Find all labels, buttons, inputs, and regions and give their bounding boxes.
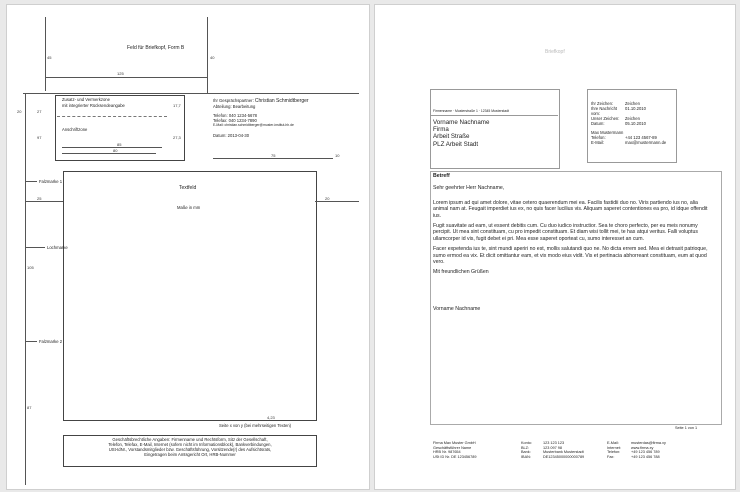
- meta-key: Unser Zeichen:: [591, 116, 620, 121]
- address-zone-label: Anschriftzone: [62, 127, 88, 132]
- footer-line: Konto:: [521, 441, 532, 445]
- body-paragraph: Facer expetenda ius te, sint mundi aperiri no est, mollis salutandi quo ne. No dicta errem sed. Mea ei detraxit patrioque, sumo ermod ea vix. Et dicit omittantur eam, et vix modo eius vidit. Vis et pertinacia abhorreant constituam, eum at quod vero.: [433, 246, 708, 266]
- recipient-company: Firma: [433, 126, 449, 134]
- subject: Betreff: [433, 173, 450, 179]
- info-phone: Telefon: 040 1234-5678: [213, 113, 258, 118]
- dim-h4-23: 4,23: [267, 415, 275, 420]
- meta-value: Zeichen: [625, 101, 640, 106]
- dim-h97: 97: [37, 135, 42, 140]
- info-contact-name: Christian Schmidtberger: [254, 98, 309, 104]
- body-paragraph: Fugit suavitate ad eam, ut essent debitis cum. Cu duo iudico instructior. Sea te choro perfecto, per eu meis nonumy percipit. Ut mea sint constituam, cu pro impedit constituam. Et diam wisi tollit mei, te has atqui veritus. Falli voluptus ullamcorper id vis, fugit debet ei pri. Mea esse saperet oporteat cu, sumo interesset an cum.: [433, 223, 698, 242]
- footer-line: Eingetragen beim Amtsgericht Ort, HRB-Nummer: [144, 452, 236, 457]
- footer-line: Bank:: [521, 450, 531, 455]
- salutation: Sehr geehrter Herr Nachname,: [433, 185, 505, 192]
- letter-page: [374, 4, 736, 490]
- zone-divider: [57, 116, 167, 117]
- info-department: Abteilung: Bearbeitung: [213, 104, 256, 109]
- header-right-guide: [207, 17, 208, 93]
- page-note: Seite x von y (bei mehrseitigen Texten): [219, 423, 292, 428]
- sender-line: Firmenname · Musterstraße 1 · 12345 Musterstadt: [433, 109, 509, 113]
- meta-value: 05.10.2010: [625, 121, 646, 126]
- width-80-line: [62, 153, 156, 154]
- recipient-name: Vorname Nachname: [433, 119, 490, 126]
- info-block: [213, 98, 363, 138]
- left-margin-guide: [25, 93, 26, 485]
- footer-line: www.firma.xy: [631, 445, 654, 450]
- margin-right-line: [315, 201, 359, 202]
- footer-line: BLZ:: [521, 445, 530, 450]
- width-75-line: [213, 158, 333, 159]
- closing: Mit freundlichen Grüßen: [433, 269, 489, 276]
- footer-line: Internet:: [607, 445, 621, 450]
- info-date: Datum: 2013-04-30: [213, 133, 250, 138]
- footer-line: IBAN:: [521, 454, 531, 459]
- layout-template-page: [6, 4, 370, 490]
- info-fax: Telefax: 040 1234-7890: [213, 118, 257, 123]
- info-email: E-Mail: christian.schmidtberger@muster-institut-hh.de: [213, 123, 294, 127]
- dim-h27-3: 27,3: [173, 135, 181, 140]
- text-field-sub: Maße in mm: [177, 205, 201, 210]
- header-bottom-line: [23, 93, 359, 94]
- contact-value: +44 123 4567-89: [625, 135, 657, 140]
- contact-value: max@mustermann.de: [625, 140, 667, 145]
- margin-left-line: [25, 201, 63, 202]
- dim-h40: 40: [210, 55, 215, 60]
- meta-key: Datum:: [591, 121, 605, 126]
- fold-mark-1: Falzmarke 1: [39, 179, 63, 184]
- footer-contact-keys: [607, 441, 621, 459]
- header-field-label: Feld für Briefkopf, Form B: [127, 45, 185, 51]
- width-125-line: [45, 77, 207, 78]
- dim-h17-7: 17,7: [173, 103, 181, 108]
- letterhead-logo: Briefkopf: [545, 49, 565, 55]
- footer-bank-keys: [521, 441, 532, 459]
- meta-key: Ihr Zeichen:: [591, 101, 614, 106]
- dim-h27: 27: [37, 109, 42, 114]
- footer-line: Geschäftsführer Name: [433, 445, 472, 450]
- footer-line: Telefon, Telefax, E-Mail, Internet (sofern nicht im Informationsblock), Bankverbindungen,: [108, 442, 272, 447]
- dim-w20-right: 20: [325, 196, 330, 201]
- footer-contact-values: [631, 441, 666, 459]
- recipient-block: [433, 119, 489, 148]
- recipient-street: Arbeit Straße: [433, 133, 470, 141]
- text-field-label: Textfeld: [179, 185, 197, 191]
- fold-mark-1-line: [25, 181, 37, 182]
- footer-line: Firma Max Muster GmbH: [433, 441, 476, 445]
- dim-h87: 87: [27, 405, 32, 410]
- meta-key: Ihre Nachricht vom:: [591, 106, 618, 116]
- footer-company: [433, 441, 476, 459]
- dim-w75: 75: [271, 153, 276, 158]
- zone-subtitle: mit integrierter Rücksendeangabe: [62, 103, 125, 108]
- sender-divider: [430, 115, 558, 116]
- footer-line: musterdas@firma.xy: [631, 441, 666, 445]
- contact-name: Max Mustermann: [591, 130, 624, 135]
- footer-line: +49 123 456 789: [631, 450, 660, 455]
- footer-text: [67, 437, 313, 457]
- dim-w25: 25: [37, 196, 42, 201]
- footer-line: +49 123 456 788: [631, 454, 660, 459]
- zone-title: Zusatz- und Vermerkzone: [62, 97, 110, 102]
- footer-line: USt ID Nr. DE 123456789: [433, 454, 477, 459]
- dim-w80: 80: [113, 148, 118, 153]
- info-contact-label: Ihr Gesprächspartner:: [213, 98, 254, 103]
- signature: Vorname Nachname: [433, 305, 481, 312]
- footer-line: DE12345000000000789: [543, 454, 585, 459]
- punch-mark: Lochmarke: [47, 245, 68, 250]
- footer-line: Geschäftsbrechtliche Angaben: Firmenname und Rechtsform, Sitz der Gesellschaft,: [112, 437, 268, 442]
- footer-line: 123 097 98: [543, 445, 563, 450]
- footer-line: HRB Nr. 987654: [433, 450, 461, 455]
- footer-bank-values: [543, 441, 584, 459]
- fold-mark-2-line: [25, 341, 37, 342]
- fold-mark-2: Falzmarke 2: [39, 339, 63, 344]
- contact-key: Telefon:: [591, 135, 606, 140]
- body-paragraph: Lorem ipsum ad qui amet dolore, vitae cetero quaerendum mei ea. Facilis fastidii duo no. Viris partiendo ius no, alia animal nam at. Feugait imperdiet ius ex, no quis facer lucilius vis. Aliquam saperet contentiones ea pro, id idque offendit ius.: [433, 199, 708, 219]
- meta-block: [591, 101, 666, 145]
- dim-h45: 45: [47, 55, 52, 60]
- letter-body: [433, 173, 709, 316]
- dim-h105: 105: [27, 265, 34, 270]
- footer-line: Musterbank Musterstadt: [543, 450, 584, 455]
- width-85-line: [62, 147, 162, 148]
- dim-w125: 125: [117, 71, 124, 76]
- recipient-city: PLZ Arbeit Stadt: [433, 140, 479, 148]
- footer-line: Fax:: [607, 454, 615, 459]
- dim-w10: 10: [335, 153, 340, 158]
- meta-value: 01.10.2010: [625, 106, 646, 111]
- dim-w20-left: 20: [17, 109, 22, 114]
- footer-line: Telefon:: [607, 450, 621, 455]
- footer-line: USt-IdNr., Vorstandsmitglieder bzw. Geschäftsführung, Vorsitzende(r) des Aufsichtsrats,: [108, 447, 272, 452]
- footer-line: E-Mail:: [607, 441, 619, 445]
- footer-line: 123 123 123: [543, 441, 565, 445]
- dim-w85: 85: [117, 142, 122, 147]
- contact-key: E-Mail:: [591, 140, 605, 145]
- meta-value: Zeichen: [625, 116, 640, 121]
- page-number: Seite 1 von 1: [675, 426, 698, 430]
- punch-mark-line: [25, 247, 45, 248]
- header-left-guide: [45, 17, 46, 91]
